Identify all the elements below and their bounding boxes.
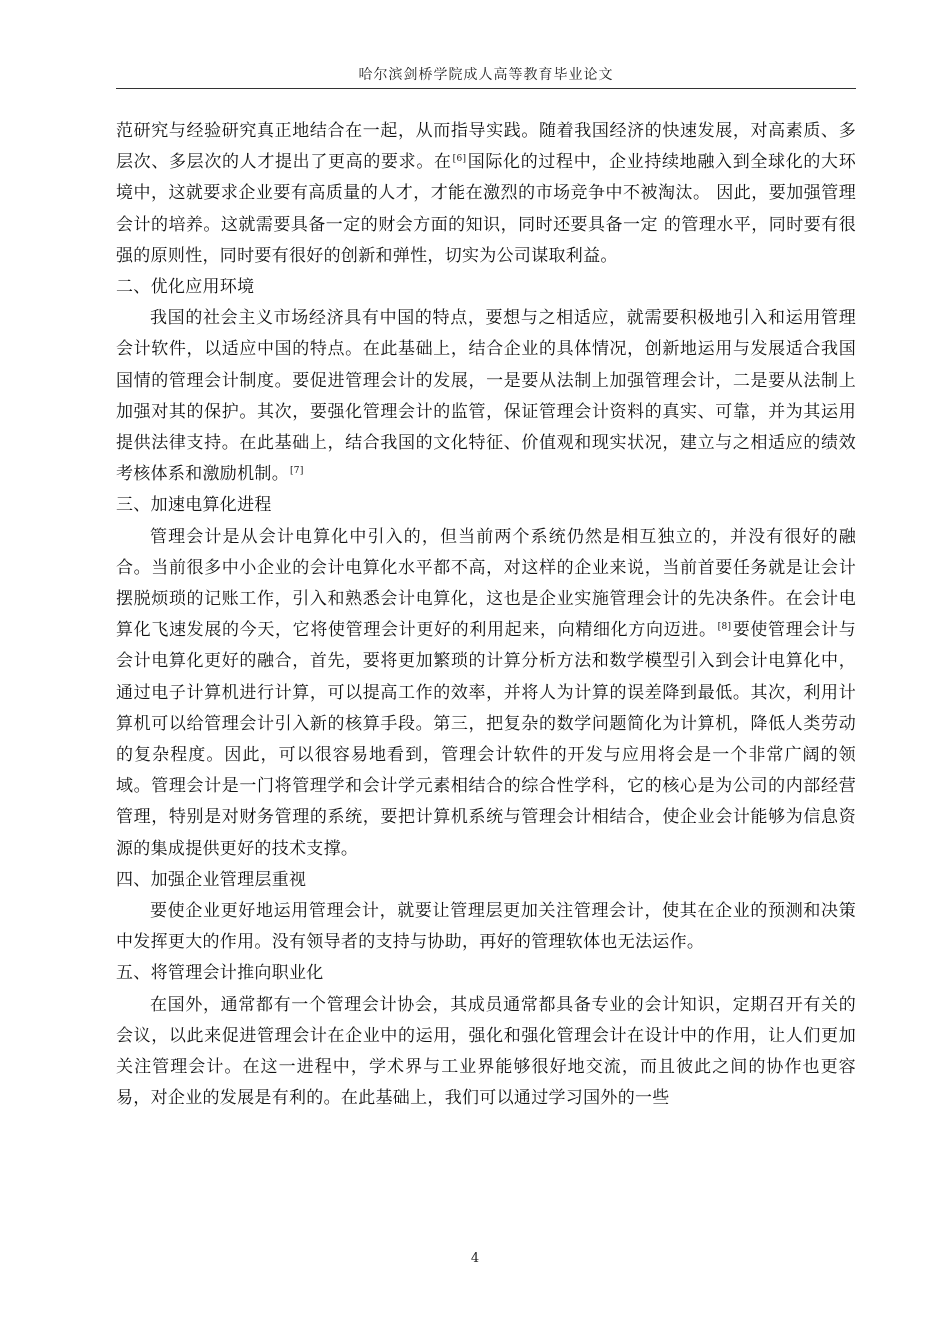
citation-marker: [8] bbox=[717, 622, 732, 633]
paragraph-text: 四、加强企业管理层重视 bbox=[116, 869, 307, 890]
body-paragraph bbox=[116, 522, 856, 865]
citation-marker: [6] bbox=[452, 154, 467, 165]
section-heading bbox=[116, 272, 856, 303]
body-paragraph bbox=[116, 990, 856, 1115]
paragraph-text: 范研究与经验研究真正地结合在一起，从而指导实践。随着我国经济的快速发展，对高素质、多层次、多层次的人才提出了更高的要求。在 bbox=[116, 121, 856, 173]
paragraph-text: 五、将管理会计推向职业化 bbox=[116, 963, 324, 984]
paragraph-text: 在国外，通常都有一个管理会计协会，其成员通常都具备专业的会计知识，定期召开有关的会议，以此来促进管理会计在企业中的运用，强化和强化管理会计在设计中的作用，让人们更加关注管理会计。在这一进程中，学术界与工业界能够很好地交流，而且彼此之间的协作也更容易，对企业的发展是有利的。在此基础上，我们可以通过学习国外的一些 bbox=[116, 994, 856, 1109]
section-heading bbox=[116, 958, 856, 989]
paragraph-text: 国际化的过程中，企业持续地融入到全球化的大环境中，这就要求企业要有高质量的人才，才能在激烈的市场竞争中不被淘汰。 因此，要加强管理会计的培养。这就需要具备一定的财会方面的知识，同时还要具备一定 的管理水平，同时要有很强的原则性，同时要有很好的创新和弹性，切实为公司谋取利益。 bbox=[116, 152, 856, 266]
page-number: 4 bbox=[470, 1251, 480, 1266]
document-body bbox=[116, 116, 856, 1115]
paragraph-text: 三、加速电算化进程 bbox=[116, 495, 272, 516]
body-paragraph bbox=[116, 303, 856, 490]
paragraph-text: 二、优化应用环境 bbox=[116, 277, 255, 298]
header-rule bbox=[116, 88, 856, 89]
paragraph-text: 要使管理会计与会计电算化更好的融合，首先，要将更加繁琐的计算分析方法和数学模型引入到会计电算化中，通过电子计算机进行计算，可以提高工作的效率，并将人为计算的误差降到最低。其次，利用计算机可以给管理会计引入新的核算手段。第三，把复杂的数学问题简化为计算机，降低人类劳动的复杂程度。因此，可以很容易地看到，管理会计软件的开发与应用将会是一个非常广阔的领域。管理会计是一门将管理学和会计学元素相结合的综合性学科，它的核心是为公司的内部经营管理，特别是对财务管理的系统，要把计算机系统与管理会计相结合，使企业会计能够为信息资源的集成提供更好的技术支撑。 bbox=[116, 620, 856, 859]
body-paragraph bbox=[116, 896, 856, 958]
paragraph-text: 我国的社会主义市场经济具有中国的特点，要想与之相适应，就需要积极地引入和运用管理会计软件，以适应中国的特点。在此基础上，结合企业的具体情况，创新地运用与发展适合我国国情的管理会计制度。要促进管理会计的发展，一是要从法制上加强管理会计，二是要从法制上加强对其的保护。其次，要强化管理会计的监管，保证管理会计资料的真实、可靠，并为其运用提供法律支持。在此基础上，结合我国的文化特征、价值观和现实状况，建立与之相适应的绩效考核体系和激励机制。 bbox=[116, 308, 856, 485]
citation-marker: [7] bbox=[290, 466, 304, 477]
section-heading bbox=[116, 865, 856, 896]
paragraph-text: 管理会计是从会计电算化中引入的，但当前两个系统仍然是相互独立的，并没有很好的融合。当前很多中小企业的会计电算化水平都不高，对这样的企业来说，当前首要任务就是让会计摆脱烦琐的记账工作，引入和熟悉会计电算化，这也是企业实施管理会计的先决条件。在会计电算化飞速发展的今天，它将使管理会计更好的利用起来，向精细化方向迈进。 bbox=[116, 526, 856, 641]
running-header: 哈尔滨剑桥学院成人高等教育毕业论文 bbox=[358, 67, 614, 83]
section-heading bbox=[116, 490, 856, 521]
paragraph-text: 要使企业更好地运用管理会计，就要让管理层更加关注管理会计，使其在企业的预测和决策中发挥更大的作用。没有领导者的支持与协助，再好的管理软体也无法运作。 bbox=[116, 901, 856, 953]
continuation-paragraph bbox=[116, 116, 856, 272]
